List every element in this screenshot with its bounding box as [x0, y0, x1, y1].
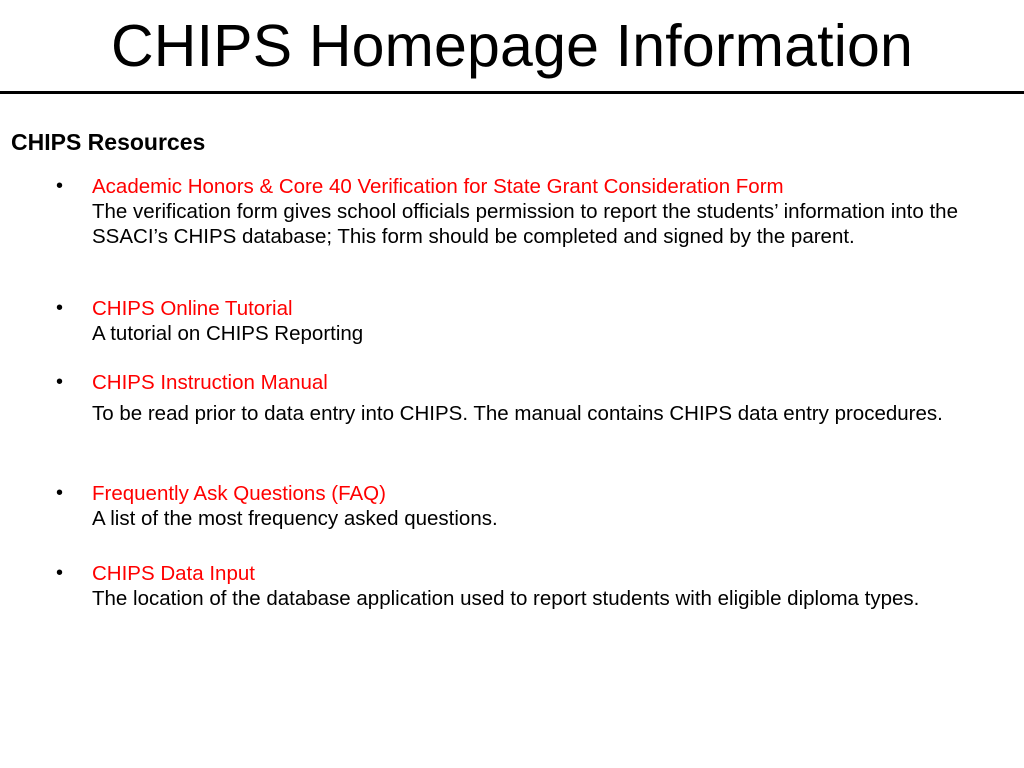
verification-form-link[interactable]: Academic Honors & Core 40 Verification for State Grant Consideration Form: [92, 175, 784, 198]
bullet-icon: •: [56, 562, 64, 584]
verification-form-description: The verification form gives school officials permission to report the students’ information into the SSACI’s CHIPS database; This form should be completed and signed by the parent.: [92, 200, 958, 248]
online-tutorial-description: A tutorial on CHIPS Reporting: [92, 322, 364, 345]
section-heading: CHIPS Resources: [11, 129, 206, 155]
faq-description: A list of the most frequency asked questions.: [92, 507, 498, 530]
online-tutorial-link[interactable]: CHIPS Online Tutorial: [92, 297, 293, 320]
instruction-manual-description: To be read prior to data entry into CHIPS. The manual contains CHIPS data entry procedures.: [92, 402, 943, 425]
bullet-icon: •: [56, 482, 64, 504]
bullet-icon: •: [56, 175, 64, 197]
faq-link[interactable]: Frequently Ask Questions (FAQ): [92, 482, 386, 505]
instruction-manual-link[interactable]: CHIPS Instruction Manual: [92, 371, 328, 394]
slide-title: CHIPS Homepage Information: [110, 13, 914, 79]
bullet-icon: •: [56, 297, 64, 319]
data-input-description: The location of the database application used to report students with eligible diploma types.: [92, 587, 920, 610]
data-input-link[interactable]: CHIPS Data Input: [92, 562, 255, 585]
title-divider: [0, 91, 1024, 94]
bullet-icon: •: [56, 371, 64, 393]
